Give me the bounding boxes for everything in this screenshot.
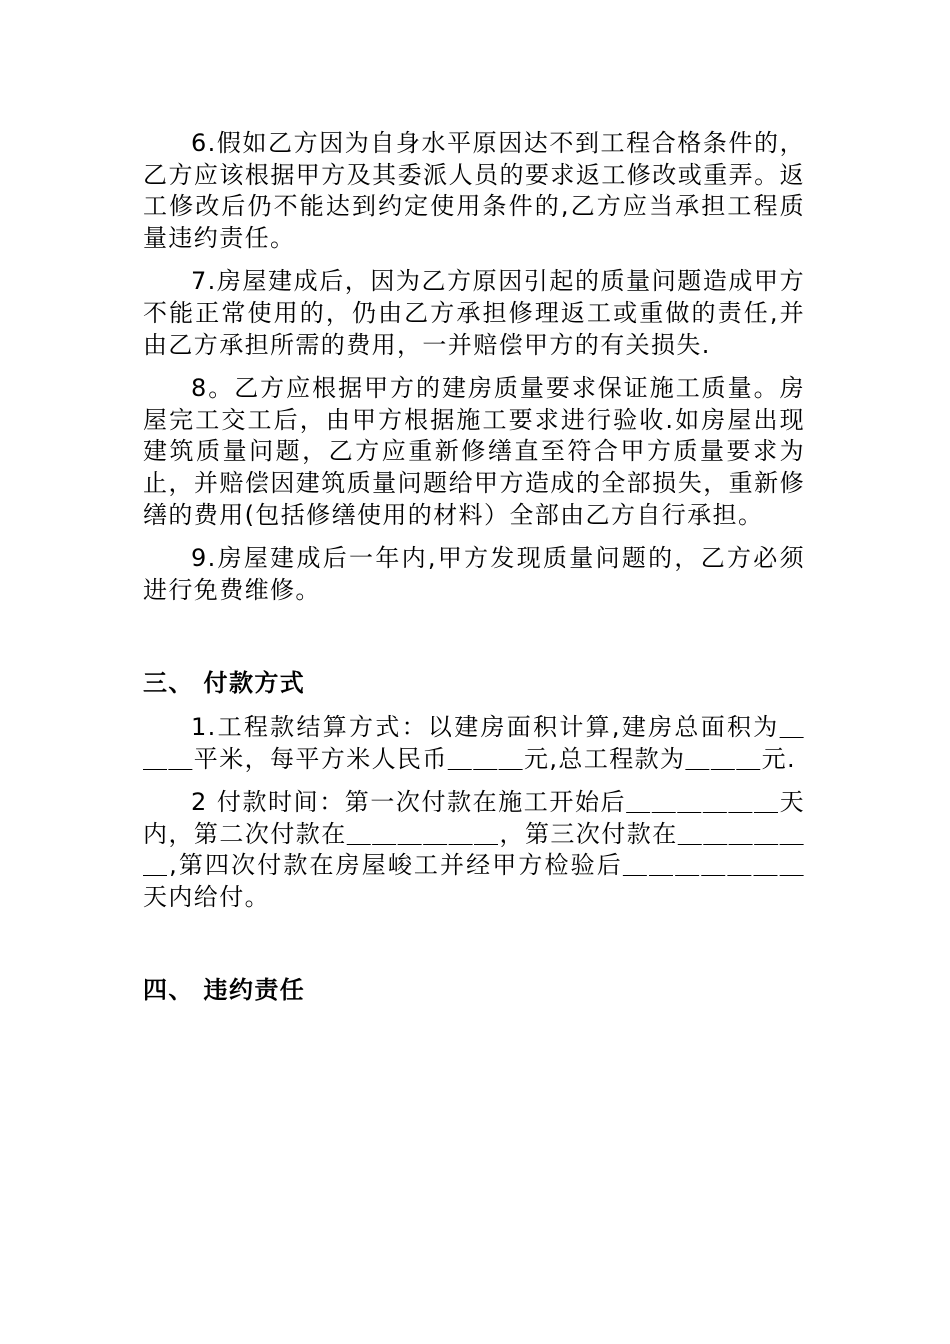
document-body bbox=[143, 128, 805, 1007]
clause-7: 7.房屋建成后，因为乙方原因引起的质量问题造成甲方不能正常使用的，仍由乙方承担修理返工或重做的责任,并由乙方承担所需的费用，一并赔偿甲方的有关损失. bbox=[143, 267, 805, 359]
payment-schedule-clause: 2 付款时间：第一次付款在施工开始后＿＿＿＿＿＿天内，第二次付款在＿＿＿＿＿＿，第三次付款在＿＿＿＿＿＿,第四次付款在房屋峻工并经甲方检验后＿＿＿＿＿＿＿天内给付。 bbox=[143, 788, 805, 911]
section-heading-payment-method: 三、 付款方式 bbox=[143, 669, 306, 698]
clause-9: 9.房屋建成后一年内,甲方发现质量问题的，乙方必须进行免费维修。 bbox=[143, 544, 805, 604]
payment-settlement-clause: 1.工程款结算方式：以建房面积计算,建房总面积为＿＿＿平米，每平方米人民币＿＿＿元,总工程款为＿＿＿元. bbox=[143, 712, 805, 773]
clause-6: 6.假如乙方因为自身水平原因达不到工程合格条件的，乙方应该根据甲方及其委派人员的要求返工修改或重弄。返工修改后仍不能达到约定使用条件的,乙方应当承担工程质量违约责任。 bbox=[143, 129, 805, 252]
section-heading-breach-liability: 四、 违约责任 bbox=[143, 976, 306, 1005]
clause-8: 8。乙方应根据甲方的建房质量要求保证施工质量。房屋完工交工后，由甲方根据施工要求进行验收.如房屋出现建筑质量问题，乙方应重新修缮直至符合甲方质量要求为止，并赔偿因建筑质量问题给甲方造成的全部损失，重新修缮的费用(包括修缮使用的材料）全部由乙方自行承担。 bbox=[143, 374, 805, 529]
